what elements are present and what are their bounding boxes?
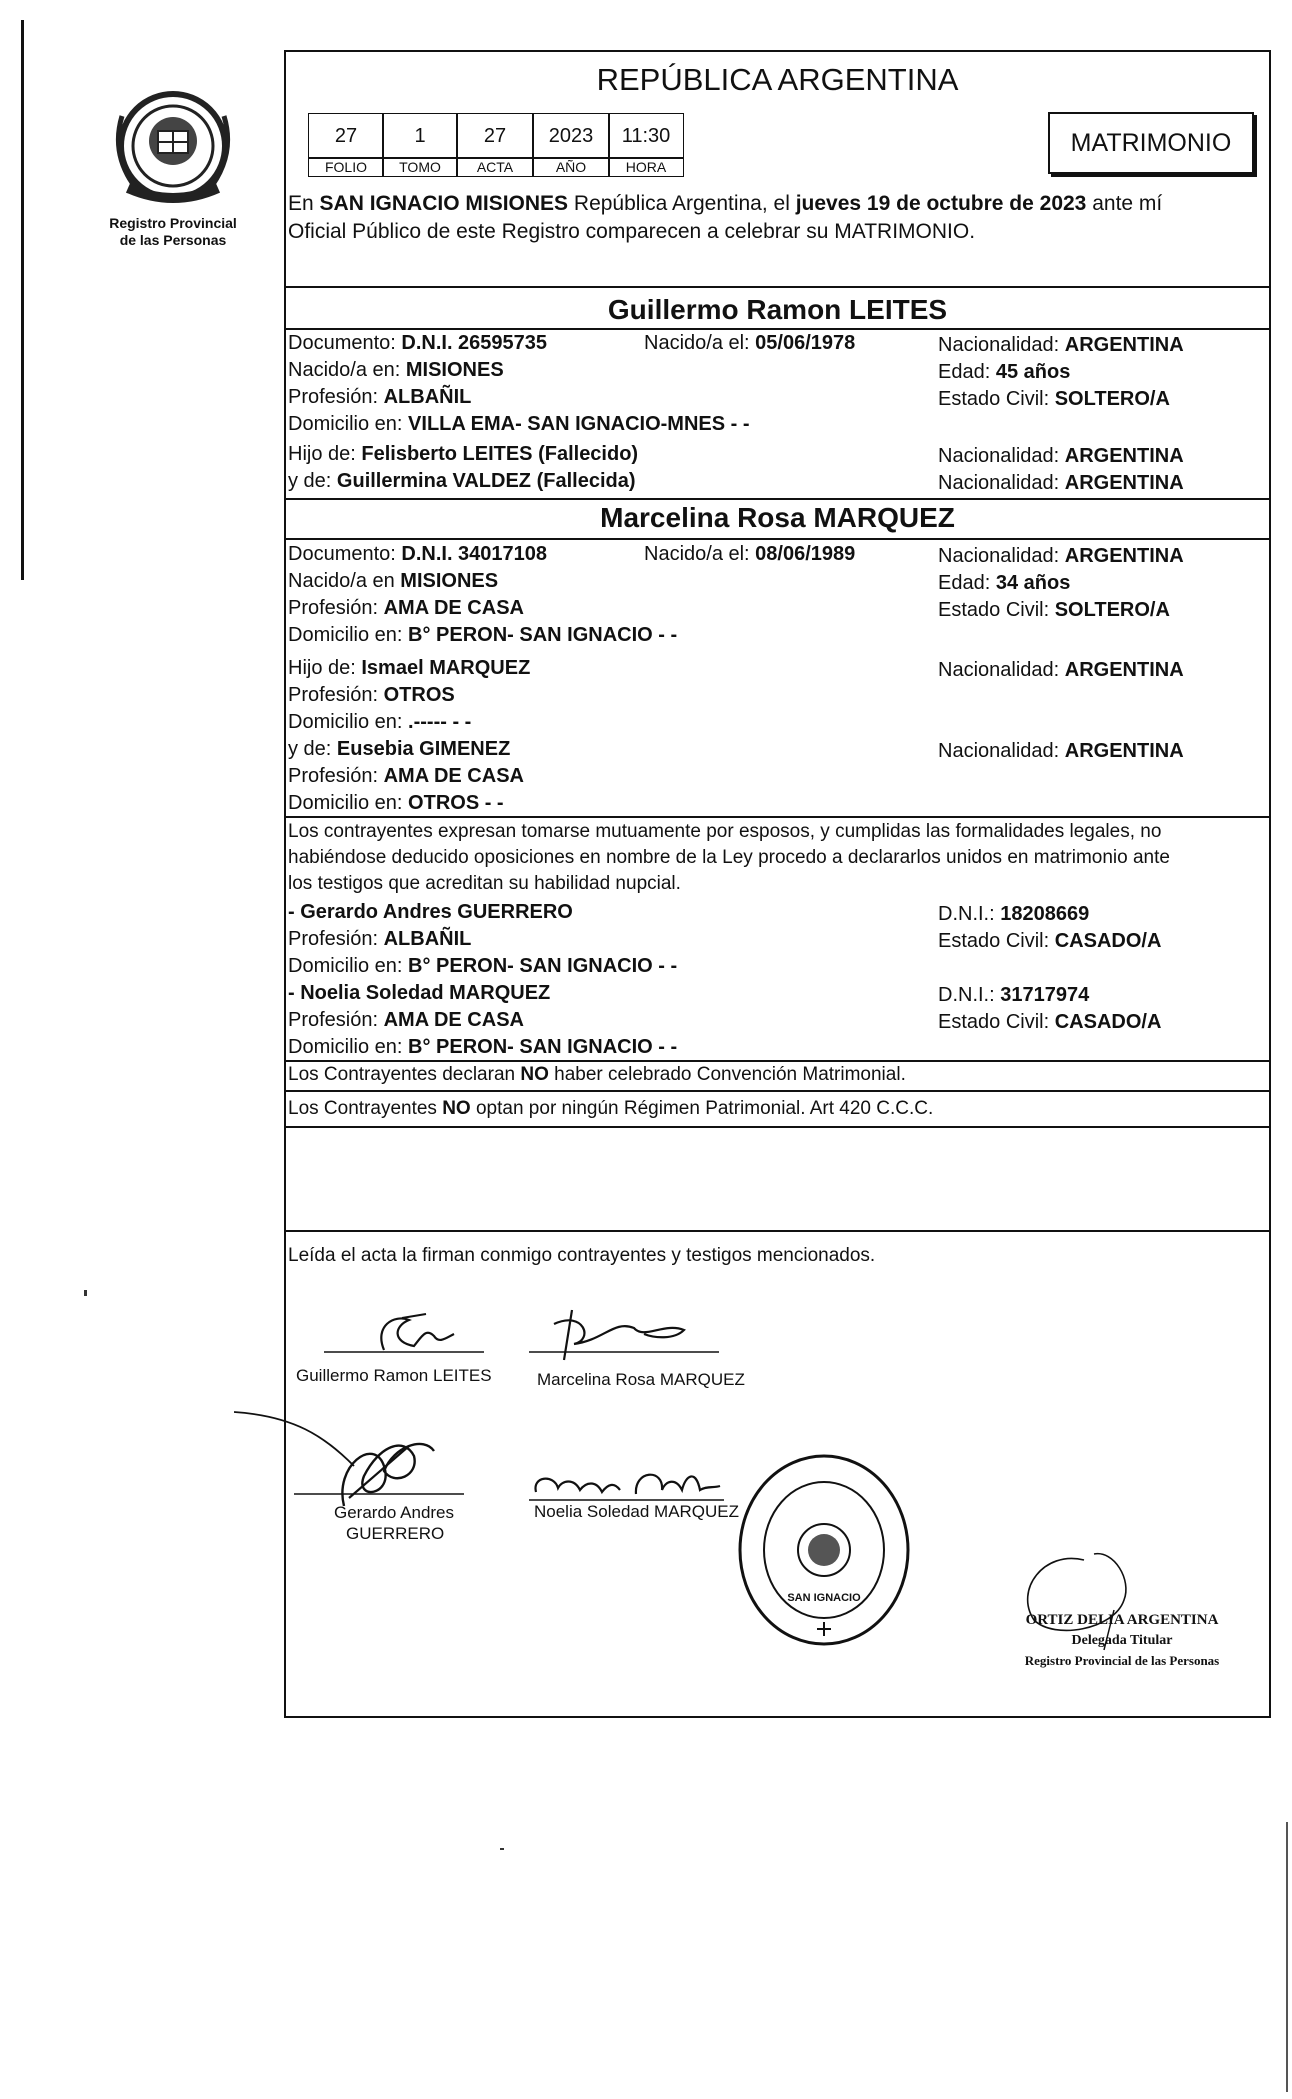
spouse1-mother-nationality: Nacionalidad: ARGENTINA	[938, 472, 1184, 494]
spouse1-name: Guillermo Ramon LEITES	[607, 294, 948, 325]
scan-edge-line	[1286, 1822, 1288, 2092]
spouse1-mother: y de: Guillermina VALDEZ (Fallecida)	[288, 470, 636, 492]
coat-of-arms-icon	[108, 76, 238, 216]
seal-inner-text: SAN IGNACIO	[787, 1592, 861, 1604]
spouse2-mother-profession: Profesión: AMA DE CASA	[288, 765, 524, 787]
divider	[284, 328, 1271, 330]
signature-caption-2: Marcelina Rosa MARQUEZ	[537, 1370, 745, 1389]
witness2-civil-status: Estado Civil: CASADO/A	[938, 1011, 1162, 1033]
spouse2-document: Documento: D.N.I. 34017108	[288, 543, 548, 565]
scan-speck	[84, 1290, 87, 1296]
spouse2-mother: y de: Eusebia GIMENEZ	[288, 738, 511, 760]
witness1-name: - Gerardo Andres GUERRERO	[288, 901, 573, 923]
officer-office: Registro Provincial de las Personas	[1024, 1653, 1220, 1668]
acta-cell: 27	[456, 113, 534, 159]
signature-leites	[314, 1306, 494, 1366]
signature-guerrero	[234, 1406, 474, 1516]
spouse2-civil-status: Estado Civil: SOLTERO/A	[938, 599, 1170, 621]
officer-name: ORTIZ DELIA ARGENTINA	[1025, 1612, 1219, 1628]
anio-label: AÑO	[532, 157, 610, 177]
spouse1-age: Edad: 45 años	[938, 361, 1071, 383]
registry-seal-icon	[734, 1450, 914, 1650]
signature-caption-1: Guillermo Ramon LEITES	[296, 1366, 492, 1385]
witness2-dni: D.N.I.: 31717974	[938, 984, 1090, 1006]
divider	[284, 1230, 1271, 1232]
spouse2-father: Hijo de: Ismael MARQUEZ	[288, 657, 531, 679]
officer-stamp	[1002, 1612, 1242, 1669]
frame-bottom	[284, 1716, 1271, 1718]
acta-label: ACTA	[456, 157, 534, 177]
divider	[284, 1060, 1271, 1062]
witness1-dni: D.N.I.: 18208669	[938, 903, 1090, 925]
signature-caption-3b: GUERRERO	[346, 1524, 445, 1543]
anio-cell: 2023	[532, 113, 610, 159]
hora-label: HORA	[608, 157, 684, 177]
declaration-line-2: habiéndose deducido oposiciones en nombre de la Ley procedo a declararlos unidos en matrimonio ante	[288, 847, 1170, 868]
spouse2-name: Marcelina Rosa MARQUEZ	[600, 502, 955, 533]
witness1-address: Domicilio en: B° PERON- SAN IGNACIO - -	[288, 955, 678, 977]
witness2-profession: Profesión: AMA DE CASA	[288, 1009, 524, 1031]
divider	[284, 286, 1271, 288]
signature-caption-4: Noelia Soledad MARQUEZ	[534, 1502, 740, 1521]
spouse1-birthplace: Nacido/a en: MISIONES	[288, 359, 504, 381]
frame-top	[284, 50, 1271, 52]
spouse2-birthdate: Nacido/a el: 08/06/1989	[644, 543, 856, 565]
notes-line-1: Los Contrayentes declaran NO haber celebrado Convención Matrimonial.	[288, 1064, 906, 1085]
spouse2-profession: Profesión: AMA DE CASA	[288, 597, 524, 619]
spouse1-address: Domicilio en: VILLA EMA- SAN IGNACIO-MNES - -	[288, 413, 750, 435]
spouse2-age: Edad: 34 años	[938, 572, 1071, 594]
spouse1-birthdate: Nacido/a el: 05/06/1978	[644, 332, 856, 354]
official-seal	[734, 1450, 914, 1650]
record-table	[308, 113, 684, 177]
spouse2-father-nationality: Nacionalidad: ARGENTINA	[938, 659, 1184, 681]
signature-caption-3a: Gerardo Andres	[334, 1503, 455, 1522]
notes-line-2: Los Contrayentes NO optan por ningún Régimen Patrimonial. Art 420 C.C.C.	[288, 1098, 934, 1119]
witness1-civil-status: Estado Civil: CASADO/A	[938, 930, 1162, 952]
spouse2-father-profession: Profesión: OTROS	[288, 684, 455, 706]
folio-cell: 27	[308, 113, 384, 159]
spouse2-mother-nationality: Nacionalidad: ARGENTINA	[938, 740, 1184, 762]
spouse2-mother-address: Domicilio en: OTROS - -	[288, 792, 504, 814]
spouse1-father-nationality: Nacionalidad: ARGENTINA	[938, 445, 1184, 467]
margin-line	[21, 20, 24, 580]
divider	[284, 1126, 1271, 1128]
scan-speck	[500, 1848, 504, 1850]
spouse1-profession: Profesión: ALBAÑIL	[288, 386, 472, 408]
country-title: REPÚBLICA ARGENTINA	[596, 62, 959, 97]
intro-line-1: En SAN IGNACIO MISIONES República Argentina, el jueves 19 de octubre de 2023 ante mí	[288, 192, 1163, 215]
witness1-profession: Profesión: ALBAÑIL	[288, 928, 472, 950]
declaration-line-1: Los contrayentes expresan tomarse mutuamente por esposos, y cumplidas las formalidades legales, no	[288, 821, 1162, 842]
divider	[284, 538, 1271, 540]
intro-line-2: Oficial Público de este Registro comparecen a celebrar su MATRIMONIO.	[288, 220, 976, 243]
declaration-line-3: los testigos que acreditan su habilidad nupcial.	[288, 873, 681, 894]
tomo-label: TOMO	[382, 157, 458, 177]
divider	[284, 1090, 1271, 1092]
divider	[284, 816, 1271, 818]
folio-label: FOLIO	[308, 157, 384, 177]
spouse2-birthplace: Nacido/a en MISIONES	[288, 570, 499, 592]
hora-cell: 11:30	[608, 113, 684, 159]
officer-role: Delegada Titular	[1071, 1633, 1173, 1648]
divider	[284, 498, 1271, 500]
logo-caption-line1: Registro Provincial	[109, 215, 237, 231]
certificate-frame	[284, 50, 1271, 1718]
spouse2-address: Domicilio en: B° PERON- SAN IGNACIO - -	[288, 624, 678, 646]
doc-type-box	[1048, 112, 1254, 174]
signature-marquez	[524, 1300, 724, 1370]
spouse1-nationality: Nacionalidad: ARGENTINA	[938, 334, 1184, 356]
spouse1-civil-status: Estado Civil: SOLTERO/A	[938, 388, 1170, 410]
spouse2-father-address: Domicilio en: .----- - -	[288, 711, 472, 733]
registry-logo	[108, 76, 238, 216]
spouse1-father: Hijo de: Felisberto LEITES (Fallecido)	[288, 443, 639, 465]
doc-type-label: MATRIMONIO	[1070, 129, 1232, 157]
spouse2-nationality: Nacionalidad: ARGENTINA	[938, 545, 1184, 567]
witness2-name: - Noelia Soledad MARQUEZ	[288, 982, 551, 1004]
logo-caption-line2: de las Personas	[119, 232, 227, 248]
closing-statement: Leída el acta la firman conmigo contrayentes y testigos mencionados.	[288, 1245, 876, 1266]
witness2-address: Domicilio en: B° PERON- SAN IGNACIO - -	[288, 1036, 678, 1058]
spouse1-document: Documento: D.N.I. 26595735	[288, 332, 548, 354]
logo-caption	[88, 215, 258, 249]
tomo-cell: 1	[382, 113, 458, 159]
